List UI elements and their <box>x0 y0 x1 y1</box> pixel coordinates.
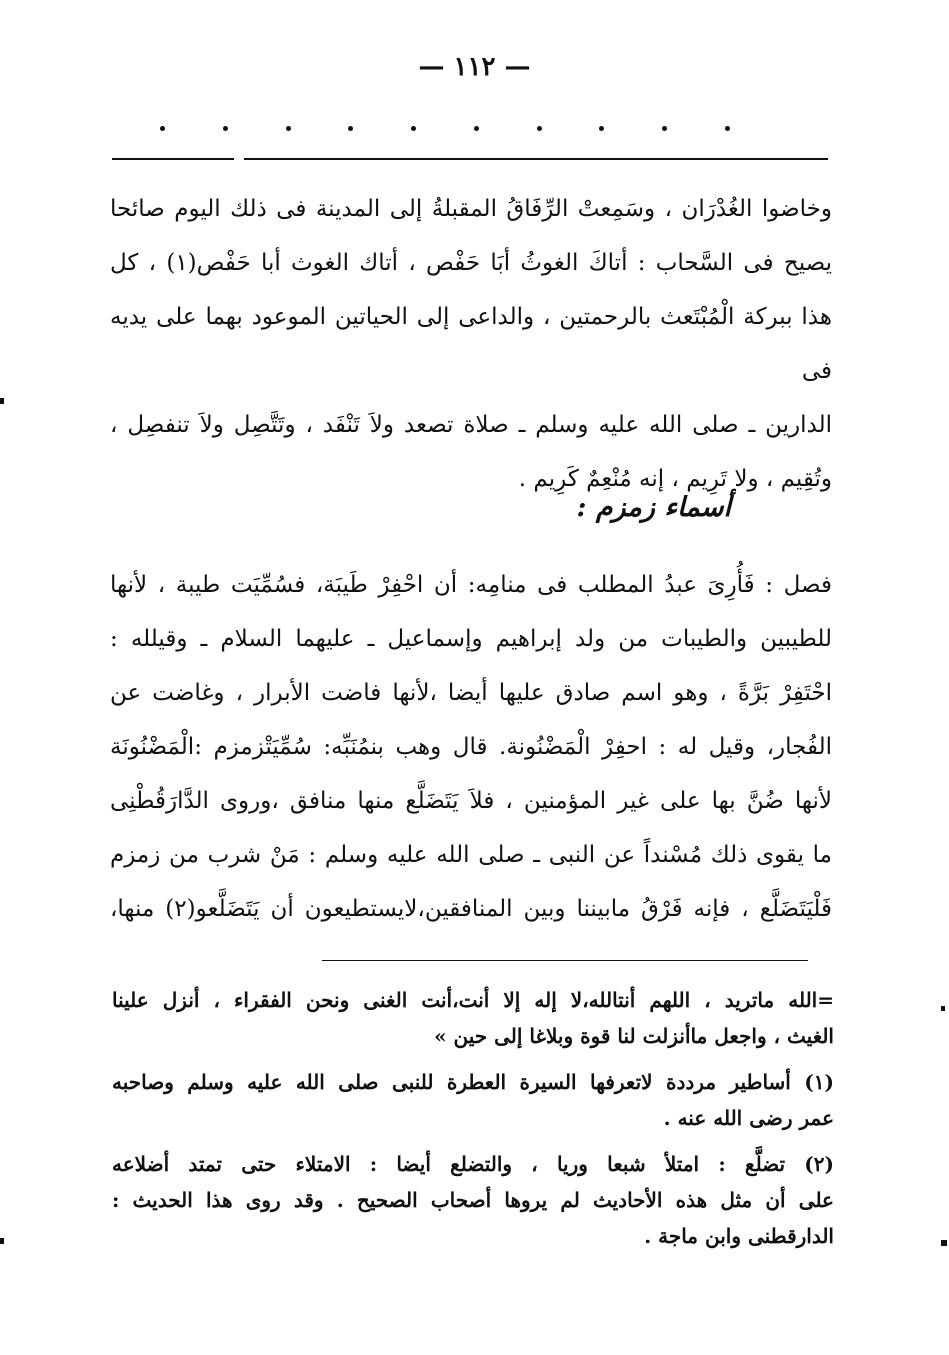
main-paragraph-1 <box>110 182 832 506</box>
text-line: الدارين ـ صلى الله عليه وسلم ـ صلاة تصعد ولاَ تَنْفَد ، وتَتَّصِل ولاَ تنفصِل ، <box>110 412 832 438</box>
scan-edge-mark <box>941 1006 945 1011</box>
text-line: وخاضوا الغُدْرَان ، وسَمِعتْ الرِّفَاقُ المقبلةُ إلى المدينة فى ذلك اليوم صائحا <box>110 196 832 222</box>
text-line: هذا ببركة الْمُبْتَعث بالرحمتين ، والداعى إلى الحياتين الموعود بهما على يديه فى <box>110 304 832 384</box>
text-line: احْتَفِرْ بَرَّةً ، وهو اسم صادق عليها أيضا ،لأنها فاضت الأبرار ، وغاضت عن <box>110 680 832 706</box>
ornament-dot <box>537 126 542 131</box>
footnotes <box>112 982 834 1264</box>
footnote-2 <box>112 1146 834 1254</box>
ornament-dot <box>411 126 416 131</box>
text-line: فَلْيَتَضَلَّع ، فإنه فَرْقُ مابيننا وبين المنافقين،لايستطيعون أن يَتَضَلَّعو(٢) منها، <box>110 896 832 922</box>
text-line: فصل : فَأُرِىَ عبدُ المطلب فى منامِه: أن احْفِرْ طَيبَة، فسُمِّيَت طيبة ، لأنها <box>110 572 832 598</box>
ornament-dot <box>286 126 291 131</box>
footnote-line: =الله ماتريد ، اللهم أنتالله،لا إله إلا أنت،أنت الغنى ونحن الفقراء ، أنزل علينا <box>112 988 834 1012</box>
footnote-1 <box>112 1064 834 1136</box>
text-line: لأنها ضُنَّ بها على غير المؤمنين ، فلاَ يَتَضَلَّع منها منافق ،وروى الدَّارَقُطْنِى <box>110 788 832 814</box>
footnote-line: عمر رضى الله عنه . <box>663 1106 834 1130</box>
footnote-line: الدارقطنى وابن ماجة . <box>644 1224 834 1248</box>
text-line: يصيح فى السَّحاب : أتاكَ الغوثُ أبَا حَفْص ، أتاك الغوث أبا حَفْص(١) ، كل <box>110 250 833 276</box>
ornamental-dots-row <box>160 126 730 146</box>
text-line: وتُقِيم ، ولا تَرِيم ، إنه مُنْعِمٌ كَرِيم . <box>518 466 832 492</box>
top-rule-long <box>244 158 828 160</box>
ornament-dot <box>662 126 667 131</box>
scan-edge-mark <box>941 1240 947 1246</box>
section-heading: أسماء زمزم : <box>576 492 731 523</box>
ornament-dot <box>223 126 228 131</box>
footnote-line: الغيث ، واجعل ماأنزلت لنا قوة وبلاغا إلى حين » <box>434 1024 834 1048</box>
scan-edge-mark <box>0 1238 4 1244</box>
footnote-line: (١) أساطير مرددة لاتعرفها السيرة العطرة للنبى صلى الله عليه وسلم وصاحبه <box>112 1070 834 1094</box>
ornament-dot <box>725 126 730 131</box>
ornament-dot <box>348 126 353 131</box>
page-number: — ١١٢ — <box>418 52 531 82</box>
footnote-separator <box>322 960 808 961</box>
scan-edge-mark <box>0 398 4 404</box>
ornament-dot <box>160 126 165 131</box>
footnote-line: على أن مثل هذه الأحاديث لم يروها أصحاب الصحيح . وقد روى هذا الحديث : <box>112 1188 834 1212</box>
main-paragraph-2 <box>110 558 832 936</box>
top-rule-short <box>112 158 234 160</box>
ornament-dot <box>599 126 604 131</box>
text-line: للطيبين والطيبات من ولد إبراهيم وإسماعيل ـ عليهما السلام ـ وقيلله : <box>110 626 832 652</box>
footnote-line: (٢) تضلَّع : امتلأ شبعا وريا ، والتضلع أيضا : الامتلاء حتى تمتد أضلاعه <box>112 1152 834 1176</box>
text-line: الفُجار، وقيل له : احفِرْ الْمَضْنُونة. قال وهب بنمُنَبِّه: سُمِّيَتْزمزم :الْمَضْنُونَة <box>110 734 832 760</box>
ornament-dot <box>474 126 479 131</box>
footnote-continuation <box>112 982 834 1054</box>
text-line: ما يقوى ذلك مُسْنداً عن النبى ـ صلى الله عليه وسلم : مَنْ شرب من زمزم <box>110 842 832 868</box>
